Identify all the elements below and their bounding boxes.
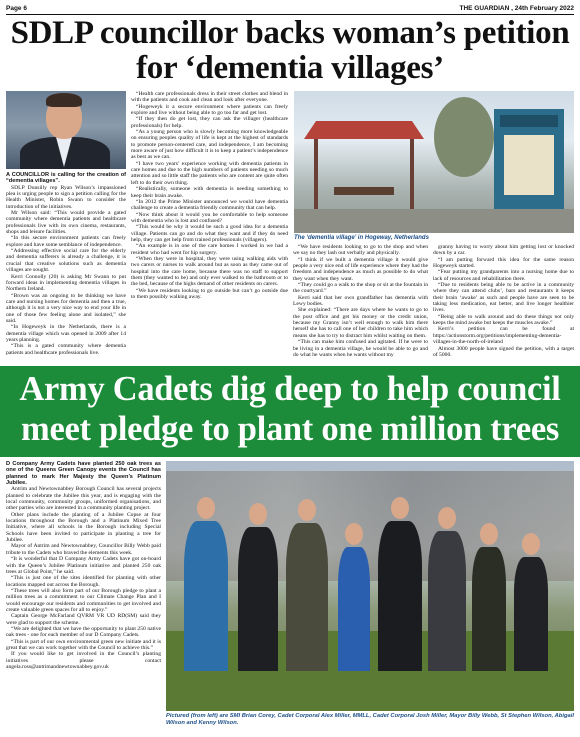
- person-figure: [184, 521, 228, 671]
- person-figure: [238, 527, 278, 671]
- paragraph: “I am putting forward this idea for the same reason Hogeweyk started.: [433, 256, 574, 270]
- paragraph: Almost 3000 people have signed the petition, with a target of 5000.: [433, 345, 574, 358]
- person-figure: [472, 547, 506, 671]
- paragraph: Captain George McFarland QVRM VR UD RD(SM) said they were glad to support the scheme.: [6, 613, 161, 626]
- person-figure: [286, 523, 328, 671]
- paragraph: “Realistically, someone with dementia is needing something to keep their brain awake.: [131, 186, 288, 199]
- story1-column-3: [293, 244, 428, 358]
- paragraph: SDLP Dunsilly rep Ryan Wilson’s impassioned plea is urging people to sign a petition calling for the Health Minister, Robin Swann to consider the introduction of the initiatives.: [6, 184, 126, 210]
- paragraph: “This is part of our own environmental green new initiate and it is great that we can work together with the Council to achieve this.”: [6, 638, 161, 651]
- page-number: Page 6: [6, 4, 27, 12]
- paragraph: Antrim and Newtownabbey Borough Council has several projects planned to celebrate the Jubilee this year, and is engaging with the local community, community groups, uniformed organisations, and other parties who are interested in a community planting project.: [6, 486, 161, 512]
- person-figure: [338, 547, 370, 671]
- paragraph: “These trees will also form part of our Borough pledge to plant a million trees as a commitment to our Climate Change Plan and I would encourage our residents and communities to get involved and create valuable green spaces for all to enjoy.”: [6, 587, 161, 613]
- ground-shape: [294, 209, 574, 233]
- paragraph: Kerri Connolly (20) is asking Mr Swann to put forward ideas in implementing dementia villages in Northern Ireland.: [6, 273, 126, 293]
- paragraph: “If they then do get lost, they can ask the villager (healthcare professionals) for help.: [131, 116, 288, 129]
- paragraph: “Health care professionals dress in their street clothes and blend in with the patients and cook and clean and look after everyone.: [131, 91, 288, 104]
- cadets-photo-caption: Pictured (from left) are SMI Brian Corey, Cadet Corporal Alex Miller, MMLL, Cadet Corporal Josh Miller, Mayor Billy Webb, St Stephen Wilson, Abigail Wilson and Kenny Wilson.: [166, 713, 574, 726]
- paragraph: “It is wonderful that D Company Army Cadets have got on-board with the Queen’s Jubilee Platinum initiative and planted 250 oak trees at Global Point,” he said.: [6, 556, 161, 575]
- paragraph: “This can make him confused and agitated. If he were to be living in a dementia village, he would be able to go and do what he wants when he wants without my: [293, 339, 428, 358]
- shop-window-shape: [504, 135, 554, 195]
- paragraph: She explained: “There are days where he wants to go to the post office and get his money or the credit union, because my Granny isn’t well enough to walk him there herself she has to call one of her children to take him which means she has to try to distract him whilst waiting on them.: [293, 307, 428, 339]
- page-header: [6, 3, 574, 13]
- shelter-post: [410, 139, 414, 209]
- paragraph: “We have residents looking to go outside but can’t go outside due to them possibly walking away.: [131, 287, 288, 300]
- paragraph: “Brown was an ongoing to be thinking we have care and nursing homes for dementia and then a true, although it is not a very nice way to end your life in one of those few feeling alone and isolated,” she said.: [6, 292, 126, 324]
- person-figure: [378, 521, 422, 671]
- paragraph: “In this secure environment patients can freely explore and have some semblance of independence.: [6, 235, 126, 248]
- person-figure: [428, 531, 466, 671]
- story2-headline: Army Cadets dig deep to help council meet pledge to plant one million trees: [19, 370, 561, 448]
- portrait-caption: A COUNCILLOR is calling for the creation of “dementia villages”.: [6, 172, 126, 185]
- portrait-hair: [46, 93, 82, 107]
- paragraph: “Hogeweyk it a secure environment where patients can freely explore and live without being able to go too far and get lost.: [131, 103, 288, 117]
- paragraph: Kerri said that her own grandfather has dementia with Lewy bodies.: [293, 294, 428, 308]
- shop-sign-shape: [500, 115, 558, 127]
- paragraph: “In Hogeweyk in the Netherlands, there is a dementia village which was opened in 2009 after 14 years planning.: [6, 324, 126, 343]
- person-figure: [514, 557, 548, 671]
- paragraph: “We are delighted that we have the opportunity to plant 250 native oak trees - one for each member of our D Company Cadets.: [6, 625, 161, 639]
- paragraph: D Company Army Cadets have planted 250 oak trees as one of the Queens Green Canopy events the Council has planned to mark Her Majesty the Queen’s Platinum Jubilee.: [6, 461, 161, 487]
- paragraph: “I think if we built a dementia village it would give people a very nice end of life experience where they had the freedom and independence as much as possible to do what they want when they want.: [293, 256, 428, 282]
- paragraph: “Now think about it would you be comfortable to help someone with dementia who is lost and confused?: [131, 211, 288, 224]
- paragraph: “An example is in one of the care homes I worked in we had a resident who had went for hip surgery.: [131, 243, 288, 256]
- paragraph: “As a young person who is slowly becoming more knowledgeable on ensuring peoples quality of life is kept at the highest of standards to promote person-centered care, and independence, I am becoming more aware of just how difficult it is to keep a patient’s independence as best as we can.: [131, 129, 288, 161]
- publication-date: THE GUARDIAN , 24th February 2022: [459, 4, 574, 12]
- bench-shape: [334, 187, 394, 195]
- paragraph: “This is a gated community where dementia patients and healthcare professionals live.: [6, 343, 126, 356]
- paragraph: “This is just one of the sites identified for planting with other locations mapped out across the Borough.: [6, 575, 161, 588]
- story1-column-1: [6, 172, 126, 356]
- story2-column: [6, 461, 161, 670]
- paragraph: “In 2012 the Prime Minister announced we would have dementia challenge to create a dementia friendly community that can help.: [131, 198, 288, 212]
- shelter-post: [314, 139, 318, 209]
- paragraph: “Due to residents being able to be active in a community where they can attend clubs’, bars and restaurants it keeps their brain ‘awake’ as such and people have are seen to be taking less medication, eat better, and live longer healthier lives.: [433, 282, 574, 314]
- paragraph: “Being able to walk around and do these things not only keeps the mind awake but keeps the muscles awake.”: [433, 313, 574, 327]
- paragraph: If you would like to get involved in the Council’s planting initiatives please contact angela.ross@antrimandnewtownabbey.gov.uk: [6, 651, 161, 670]
- story1-headline: SDLP councillor backs woman’s petition for ‘dementia villages’: [10, 15, 570, 86]
- paragraph: “I have two years’ experience working with dementia patients in care homes and due to the high numbers of patients needing so much attention and so little staff the patients who are content are quite often left to do their own thing.: [131, 160, 288, 186]
- paragraph: Other plans include the planting of a Jubilee Copse at four locations throughout the Borough and a Platinum Mixed Tree Initiative, where all schools in the Borough including Special Schools have been invited to participate in planting a tree for Jubilee.: [6, 511, 161, 544]
- paragraph: granny having to worry about him getting lost or knocked down by a car.: [433, 244, 574, 257]
- cadets-photo: [166, 461, 574, 711]
- tree-shape: [434, 97, 494, 177]
- paragraph: “This would be why it would be such a good idea for a dementia village. Patients can go and do what they want and if they do need help, they can get help from trained professionals (villagers).: [131, 224, 288, 243]
- village-photo-caption: The ‘dementia village’ in Hogeway, Netherlands: [294, 235, 429, 241]
- paragraph: “They could go a walk to the shop or sit at the fountain in the courtyard.”: [293, 282, 428, 295]
- paragraph: Mr Wilson said: “This would provide a gated community where dementia patients and healthcare professionals live with its own cinema, restaurants, shops and leisure facilities.: [6, 210, 126, 236]
- paragraph: Kerri’s petition can be found at https://actionstorm.org/petitions/implementing-dementia-villages-in-the-north-of-ireland: [433, 326, 574, 346]
- paragraph: “Fear putting my grandparents into a nursing home due to lack of resources and rehabilitation there.: [433, 269, 574, 282]
- paragraph: “Addressing effective social care for the elderly and dementia sufferers is already a challenge, it is crucial that creative solutions such as dementia villages are sought.: [6, 248, 126, 274]
- councillor-portrait: [6, 91, 126, 169]
- paragraph: “We have residents looking to go to the shop and when we say no they lash out verbally and physically.: [293, 244, 428, 257]
- story1-column-4: [433, 244, 574, 358]
- shelter-roof: [304, 121, 424, 139]
- paragraph: Mayor of Antrim and Newtownabbey, Councillor Billy Webb paid tribute to the Cadets who braved the elements this week.: [6, 543, 161, 556]
- paragraph: “When they were in hospital, they were using walking aids with two carers or nurses to walk around but as soon as they came out of hospital into the care home, because there was no staff to support them (they wanted to be) and only ever walked to the bathroom or to the bed, because of the highs demand of other residents on carers.: [131, 255, 288, 288]
- dementia-village-photo: [294, 91, 574, 233]
- story1-column-2: [131, 91, 288, 300]
